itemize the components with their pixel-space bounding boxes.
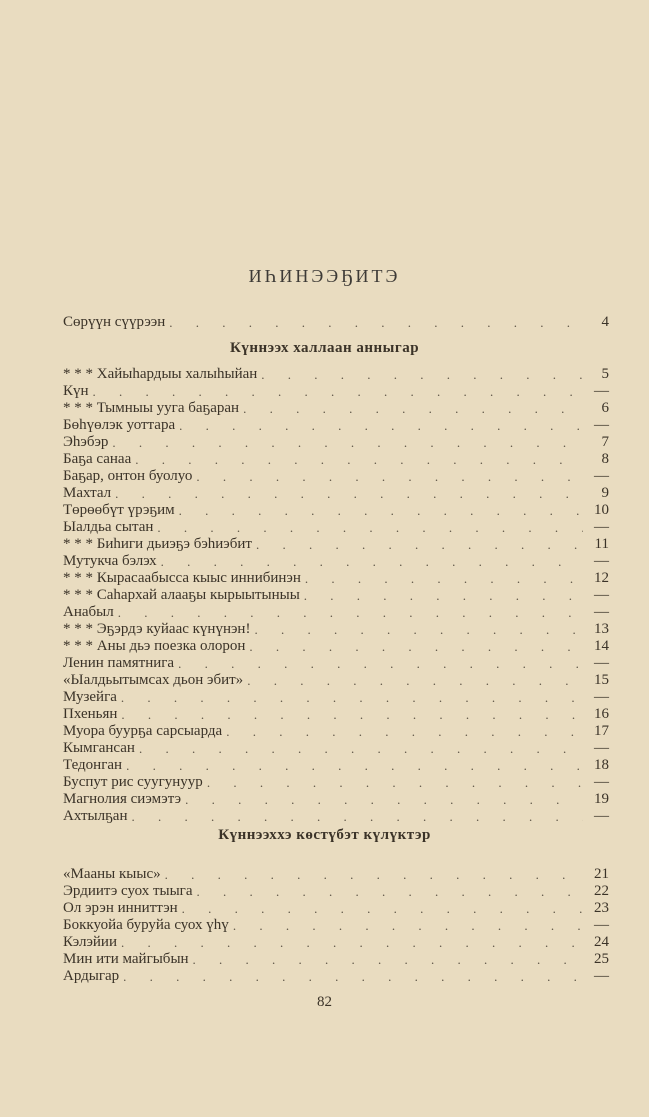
dot-leader (197, 883, 584, 900)
toc-entry-page: 13 (594, 621, 609, 637)
toc-entry (63, 434, 609, 451)
dot-leader (115, 485, 583, 502)
toc-entry-page: 7 (601, 434, 609, 450)
dot-leader (132, 808, 584, 825)
section-heading-1: Күннээх халлаан анныгар (229, 340, 420, 356)
dot-leader (185, 791, 583, 808)
toc-entry-text: Бөһүөлэк уоттара (63, 417, 176, 433)
toc-entry-page: 24 (594, 934, 609, 950)
toc-entry-text: Тедонган (63, 757, 123, 773)
toc-entry-page: — (594, 655, 609, 671)
toc-entry-page: 17 (594, 723, 609, 739)
dot-leader (226, 723, 583, 740)
toc-entry-text: Музейга (63, 689, 117, 705)
dot-leader (304, 587, 583, 604)
toc-entry-text: Ленин памятнига (63, 655, 175, 671)
toc-entry (63, 740, 609, 757)
toc-entry-page: 5 (601, 366, 609, 382)
toc-entry-page: — (594, 917, 609, 933)
toc-entry (63, 951, 609, 968)
toc-entry-page: 8 (601, 451, 609, 467)
toc-entry-page: 18 (594, 757, 609, 773)
toc-entry-page: — (594, 968, 609, 984)
toc-entry-page: 4 (601, 314, 609, 330)
toc-entry (63, 468, 609, 485)
dot-leader (243, 400, 583, 417)
toc-entry-page: 9 (601, 485, 609, 501)
toc-entry (63, 485, 609, 502)
toc-entry-page: 16 (594, 706, 609, 722)
toc-entry-text: * * * Эҕэрдэ куйаас күнүнэн! (63, 621, 251, 637)
dot-leader (256, 536, 583, 553)
toc-entry-page: 21 (594, 866, 609, 882)
toc-entry-text: Боккуойа буруйа суох үһү (63, 917, 229, 933)
toc-entry-page: — (594, 740, 609, 756)
toc-entry-text: Эһэбэр (63, 434, 109, 450)
page-number: 82 (317, 994, 332, 1010)
toc-entry-page: — (594, 417, 609, 433)
dot-leader (179, 417, 583, 434)
toc-entry-text: * * * Хайыһардыы халыһыйан (63, 366, 258, 382)
dot-leader (112, 434, 583, 451)
dot-leader (179, 502, 583, 519)
toc-entry-page: 11 (594, 536, 609, 552)
toc-entry-text: Анабыл (63, 604, 114, 620)
toc-entry-intro (63, 314, 609, 331)
toc-entry-text: * * * Тымныы ууга баҕаран (63, 400, 240, 416)
toc-entry-page: 19 (594, 791, 609, 807)
dot-leader (169, 314, 583, 331)
toc-entry (63, 655, 609, 672)
toc-entry-text: Мутукча бэлэх (63, 553, 157, 569)
toc-entry-text: * * * Кырасаабысса кыыс иннибинэн (63, 570, 301, 586)
toc-entry-text: Кымгансан (63, 740, 135, 756)
toc-entry-page: — (594, 587, 609, 603)
toc-entry-page: — (594, 604, 609, 620)
toc-entry-page: — (594, 808, 609, 824)
toc-entry-page: 14 (594, 638, 609, 654)
toc-entry-text: Ыалдьа сытан (63, 519, 154, 535)
dot-leader (196, 468, 583, 485)
toc-entry-page: — (594, 553, 609, 569)
toc-entry-text: Муора буурҕа сарсыарда (63, 723, 223, 739)
dot-leader (121, 689, 583, 706)
dot-leader (121, 934, 583, 951)
toc-entry-text: Ол эрэн инниттэн (63, 900, 178, 916)
toc-entry (63, 502, 609, 519)
toc-entry-text: Баҕа санаа (63, 451, 132, 467)
toc-entry (63, 883, 609, 900)
toc-entry-page: 23 (594, 900, 609, 916)
toc-entry (63, 553, 609, 570)
dot-leader (247, 672, 583, 689)
toc-entry (63, 621, 609, 638)
toc-entry (63, 536, 609, 553)
toc-entry-text: Буспут рис суугунуур (63, 774, 203, 790)
toc-entry (63, 587, 609, 604)
toc-entry (63, 706, 609, 723)
toc-entry (63, 366, 609, 383)
toc-entry (63, 774, 609, 791)
toc-entry-text: * * * Саһархай алааҕы кырыытыныы (63, 587, 300, 603)
dot-leader (305, 570, 583, 587)
dot-leader (182, 900, 583, 917)
toc-entry (63, 757, 609, 774)
toc-entry (63, 689, 609, 706)
toc-entry-page: 12 (594, 570, 609, 586)
dot-leader (126, 757, 583, 774)
toc-entry (63, 900, 609, 917)
toc-entry-page: — (594, 383, 609, 399)
section-heading-2: Күннээххэ көстүбэт күлүктэр (218, 827, 431, 843)
toc-entry-page: 25 (594, 951, 609, 967)
toc-entry-page: 22 (594, 883, 609, 899)
toc-entry-text: Мин ити майгыбын (63, 951, 189, 967)
toc-entry (63, 934, 609, 951)
dot-leader (207, 774, 583, 791)
page-title: ИҺИНЭЭҔИТЭ (248, 266, 401, 286)
toc-entry-text: Күн (63, 383, 89, 399)
toc-entry-page: — (594, 689, 609, 705)
dot-leader (233, 917, 583, 934)
dot-leader (123, 968, 583, 985)
toc-entry-text: Ахтылҕан (63, 808, 128, 824)
toc-entry-text: Ардыгар (63, 968, 120, 984)
toc-entry-text: Кэлэйии (63, 934, 117, 950)
dot-leader (118, 604, 583, 621)
toc-entry (63, 917, 609, 934)
dot-leader (178, 655, 583, 672)
toc-entry-text: Төрөөбүт үрэҕим (63, 502, 175, 518)
toc-entry (63, 638, 609, 655)
dot-leader (139, 740, 583, 757)
toc-entry-page: — (594, 468, 609, 484)
toc-entry (63, 808, 609, 825)
toc-entry-page: 15 (594, 672, 609, 688)
dot-leader (161, 553, 583, 570)
toc-entry-page: — (594, 774, 609, 790)
dot-leader (261, 366, 583, 383)
toc-entry (63, 383, 609, 400)
toc-entry (63, 791, 609, 808)
toc-entry (63, 604, 609, 621)
toc-entry-text: «Ыалдьытымсах дьон эбит» (63, 672, 244, 688)
dot-leader (121, 706, 583, 723)
toc-entry (63, 672, 609, 689)
toc-entry-page: 6 (601, 400, 609, 416)
dot-leader (135, 451, 583, 468)
toc-entry (63, 866, 609, 883)
toc-entry-page: — (594, 519, 609, 535)
toc-entry-page: 10 (594, 502, 609, 518)
toc-entry (63, 723, 609, 740)
toc-entry-text: Магнолия сиэмэтэ (63, 791, 182, 807)
dot-leader (93, 383, 583, 400)
dot-leader (165, 866, 583, 883)
toc-entry-text: Эрдиитэ суох тыыга (63, 883, 193, 899)
toc-entry-text: * * * Аны дьэ поезка олорон (63, 638, 246, 654)
dot-leader (249, 638, 583, 655)
dot-leader (254, 621, 583, 638)
toc-entry-text: * * * Биһиги дьиэҕэ бэһиэбит (63, 536, 252, 552)
toc-entry-text: «Мааны кыыс» (63, 866, 161, 882)
toc-entry (63, 968, 609, 985)
toc-entry-text: Сөрүүн сүүрээн (63, 314, 166, 330)
toc-entry (63, 417, 609, 434)
dot-leader (193, 951, 583, 968)
toc-entry-text: Баҕар, онтон буолуо (63, 468, 193, 484)
toc-entry (63, 400, 609, 417)
dot-leader (157, 519, 583, 536)
toc-entry-text: Махтал (63, 485, 112, 501)
toc-entry (63, 519, 609, 536)
toc-entry (63, 570, 609, 587)
toc-entry (63, 451, 609, 468)
toc-entry-text: Пхеньян (63, 706, 118, 722)
